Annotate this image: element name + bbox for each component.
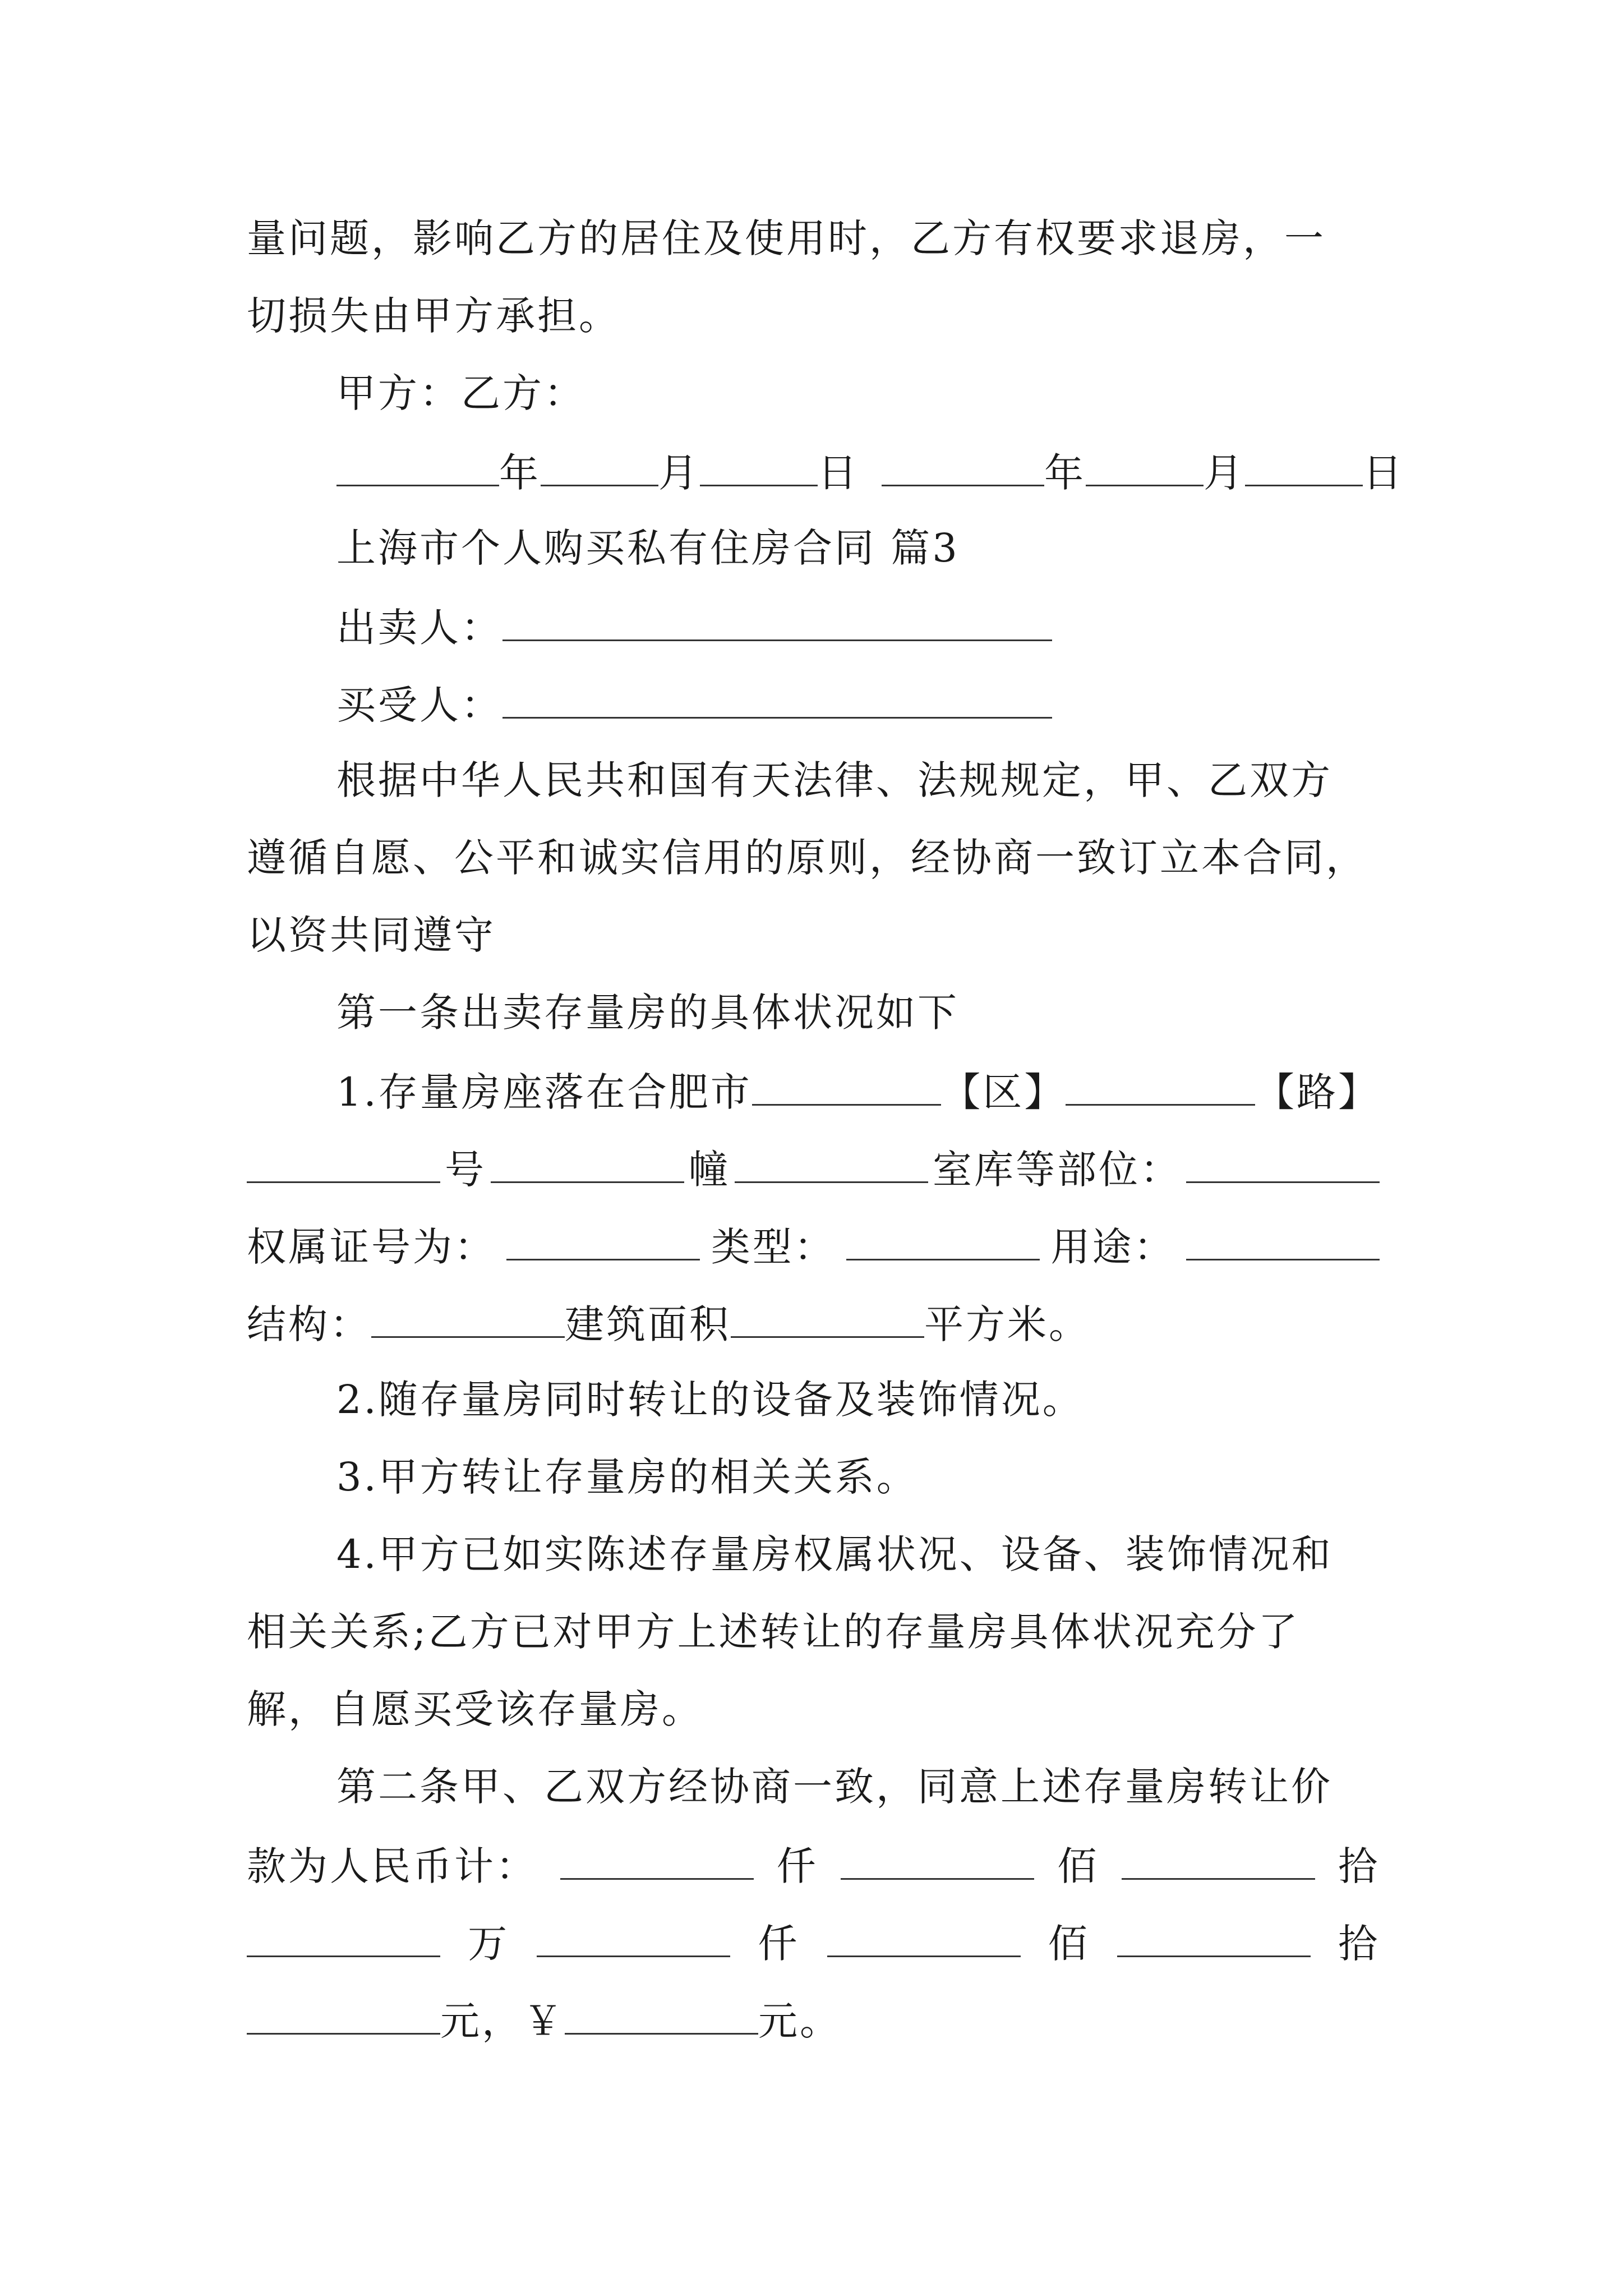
year-blank[interactable] xyxy=(882,445,1044,486)
road-label: 【路】 xyxy=(1255,1069,1380,1115)
preamble-text: 以资共同遵守 xyxy=(247,912,496,958)
paragraph-text: 量问题，影响乙方的居住及使用时，乙方有权要求退房，一 xyxy=(247,215,1326,261)
article1-item2 xyxy=(336,1374,1380,1425)
seller-row xyxy=(336,600,1380,651)
yen-sign: ￥ xyxy=(523,1998,565,2044)
bai-label: 佰 xyxy=(1048,1921,1090,1967)
article-text: 第二条甲、乙双方经协商一致，同意上述存量房转让价 xyxy=(336,1764,1332,1810)
day-blank[interactable] xyxy=(700,445,818,486)
year-blank[interactable] xyxy=(336,445,499,486)
number-label: 号 xyxy=(445,1147,486,1193)
qian-label: 仟 xyxy=(776,1843,818,1889)
price-label: 款为人民币计： xyxy=(247,1843,537,1889)
article1-item1-line4 xyxy=(247,1297,1380,1347)
yuan-end-label: 元。 xyxy=(758,1998,841,2044)
price-blank[interactable] xyxy=(827,1916,1021,1957)
item-text: 3.甲方转让存量房的相关关系。 xyxy=(336,1454,918,1500)
price-blank[interactable] xyxy=(1117,1916,1311,1957)
signature-dates xyxy=(336,445,1404,496)
buyer-blank[interactable] xyxy=(502,678,1052,719)
structure-blank[interactable] xyxy=(371,1297,565,1338)
preamble-line xyxy=(247,832,1380,883)
price-blank[interactable] xyxy=(537,1916,730,1957)
article1-item1-line2 xyxy=(247,1142,1380,1193)
article1-item4-line2 xyxy=(247,1607,1380,1657)
section-title xyxy=(336,523,1380,573)
bai-label: 佰 xyxy=(1057,1843,1099,1889)
use-label: 用途： xyxy=(1050,1224,1175,1270)
article1-item1-line1 xyxy=(336,1065,1380,1115)
item-text: 相关关系;乙方已对甲方上述转让的存量房具体状况充分了 xyxy=(247,1609,1300,1655)
city-blank[interactable] xyxy=(752,1065,942,1106)
cert-blank[interactable] xyxy=(506,1220,700,1260)
item-text: 1.存量房座落在合肥市 xyxy=(336,1069,752,1115)
cert-label: 权属证号为： xyxy=(247,1224,496,1270)
type-blank[interactable] xyxy=(846,1220,1040,1260)
day-label: 日 xyxy=(818,450,859,496)
year-label: 年 xyxy=(1044,450,1086,496)
shi-label: 拾 xyxy=(1338,1921,1380,1967)
article2-price-line1 xyxy=(247,1839,1380,1889)
price-blank[interactable] xyxy=(247,1994,440,2035)
yuan-label: 元， xyxy=(440,1998,523,2044)
article2-price-line2 xyxy=(247,1916,1380,1967)
preamble-text: 遵循自愿、公平和诚实信用的原则，经协商一致订立本合同， xyxy=(247,835,1367,881)
article2-price-line3 xyxy=(247,1994,1380,2044)
area-label: 建筑面积 xyxy=(565,1301,731,1347)
preamble-line xyxy=(336,755,1380,806)
month-label: 月 xyxy=(1204,450,1245,496)
item-text: 4.甲方已如实陈述存量房权属状况、设备、装饰情况和 xyxy=(336,1531,1333,1577)
area-unit: 平方米。 xyxy=(924,1301,1090,1347)
paragraph-text: 切损失由甲方承担。 xyxy=(247,293,620,339)
buyer-label: 买受人： xyxy=(336,682,502,728)
article1-item4-line3 xyxy=(247,1684,1380,1734)
wan-label: 万 xyxy=(468,1921,510,1967)
buyer-row xyxy=(336,678,1380,728)
district-label: 【区】 xyxy=(941,1069,1066,1115)
structure-label: 结构： xyxy=(247,1301,371,1347)
building-blank[interactable] xyxy=(735,1142,928,1183)
type-label: 类型： xyxy=(711,1224,836,1270)
district-blank[interactable] xyxy=(1066,1065,1255,1106)
section-title-text: 上海市个人购买私有住房合同 篇3 xyxy=(336,525,960,571)
road-blank[interactable] xyxy=(247,1142,440,1183)
shi-label: 拾 xyxy=(1338,1843,1380,1889)
price-blank[interactable] xyxy=(247,1916,440,1957)
paragraph-line xyxy=(247,213,1380,264)
price-figure-blank[interactable] xyxy=(565,1994,758,2035)
article2-line1 xyxy=(336,1761,1380,1812)
day-label: 日 xyxy=(1363,450,1404,496)
article1-title xyxy=(336,987,1380,1038)
qian-label: 仟 xyxy=(758,1921,800,1967)
number-blank[interactable] xyxy=(491,1142,684,1183)
paragraph-line xyxy=(247,291,1380,341)
article-title-text: 第一条出卖存量房的具体状况如下 xyxy=(336,990,959,1036)
preamble-text: 根据中华人民共和国有天法律、法规规定，甲、乙双方 xyxy=(336,757,1332,803)
seller-blank[interactable] xyxy=(502,600,1052,641)
parties-label: 甲方：乙方： xyxy=(336,370,585,416)
signature-parties xyxy=(336,368,1380,418)
price-blank[interactable] xyxy=(1122,1839,1315,1880)
building-label: 幢 xyxy=(689,1147,730,1193)
seller-label: 出卖人： xyxy=(336,605,502,651)
preamble-line xyxy=(247,910,1380,960)
year-label: 年 xyxy=(499,450,541,496)
day-blank[interactable] xyxy=(1245,445,1363,486)
article1-item3 xyxy=(336,1452,1380,1502)
room-blank[interactable] xyxy=(1186,1142,1380,1183)
article1-item4-line1 xyxy=(336,1529,1380,1580)
price-blank[interactable] xyxy=(841,1839,1034,1880)
room-label: 室库等部位： xyxy=(933,1147,1182,1193)
month-label: 月 xyxy=(658,450,700,496)
item-text: 解，自愿买受该存量房。 xyxy=(247,1686,703,1732)
article1-item1-line3 xyxy=(247,1220,1380,1270)
item-text: 2.随存量房同时转让的设备及装饰情况。 xyxy=(336,1377,1084,1423)
price-blank[interactable] xyxy=(560,1839,754,1880)
month-blank[interactable] xyxy=(1086,445,1204,486)
use-blank[interactable] xyxy=(1186,1220,1380,1260)
month-blank[interactable] xyxy=(541,445,658,486)
area-blank[interactable] xyxy=(731,1297,924,1338)
